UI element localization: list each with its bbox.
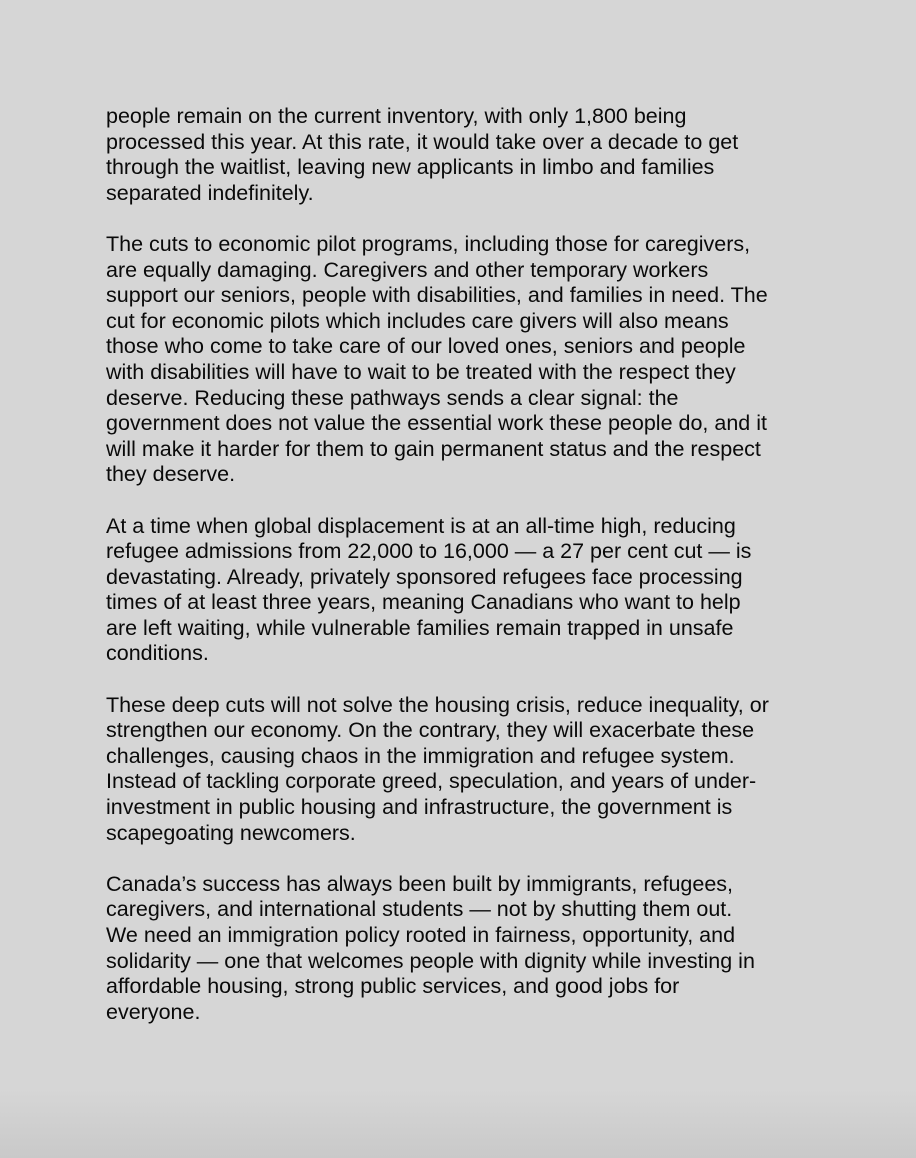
paragraph-refugee-admissions: At a time when global displacement is at an all-time high, reducing refugee admissions from 22,000 to 16,000 — a 27 per cent cut — is devastating. Already, privately sponsored refugees face processing times of at least three years, meaning Canadians who want to help are left waiting, while vulnerable families remain trapped in unsafe conditions.: [106, 513, 752, 666]
document-body: [106, 104, 826, 1025]
paragraph-processing-backlog: people remain on the current inventory, with only 1,800 being processed this year. At this rate, it would take over a decade to get through the waitlist, leaving new applicants in limbo and families separated indefinitely.: [106, 104, 739, 205]
paragraph-economic-pilots: The cuts to economic pilot programs, including those for caregivers, are equally damaging. Caregivers and other temporary workers support our seniors, people with disabilities, and families in need. The cut for economic pilots which includes care givers will also means those who come to take care of our loved ones, seniors and people with disabilities will have to wait to be treated with the respect they deserve. Reducing these pathways sends a clear signal: the government does not value the essential work these people do, and it will make it harder for them to gain permanent status and the respect they deserve.: [106, 231, 768, 487]
paragraph-canada-success: Canada’s success has always been built by immigrants, refugees, caregivers, and international students — not by shutting them out. We need an immigration policy rooted in fairness, opportunity, and solidarity — one that welcomes people with dignity while investing in affordable housing, strong public services, and good jobs for everyone.: [106, 871, 755, 1024]
paragraph-housing-crisis: These deep cuts will not solve the housing crisis, reduce inequality, or strengthen our economy. On the contrary, they will exacerbate these challenges, causing chaos in the immigration and refugee system. Instead of tackling corporate greed, speculation, and years of under- investment in public housing and infrastructure, the government is scapegoating newcomers.: [106, 692, 769, 845]
